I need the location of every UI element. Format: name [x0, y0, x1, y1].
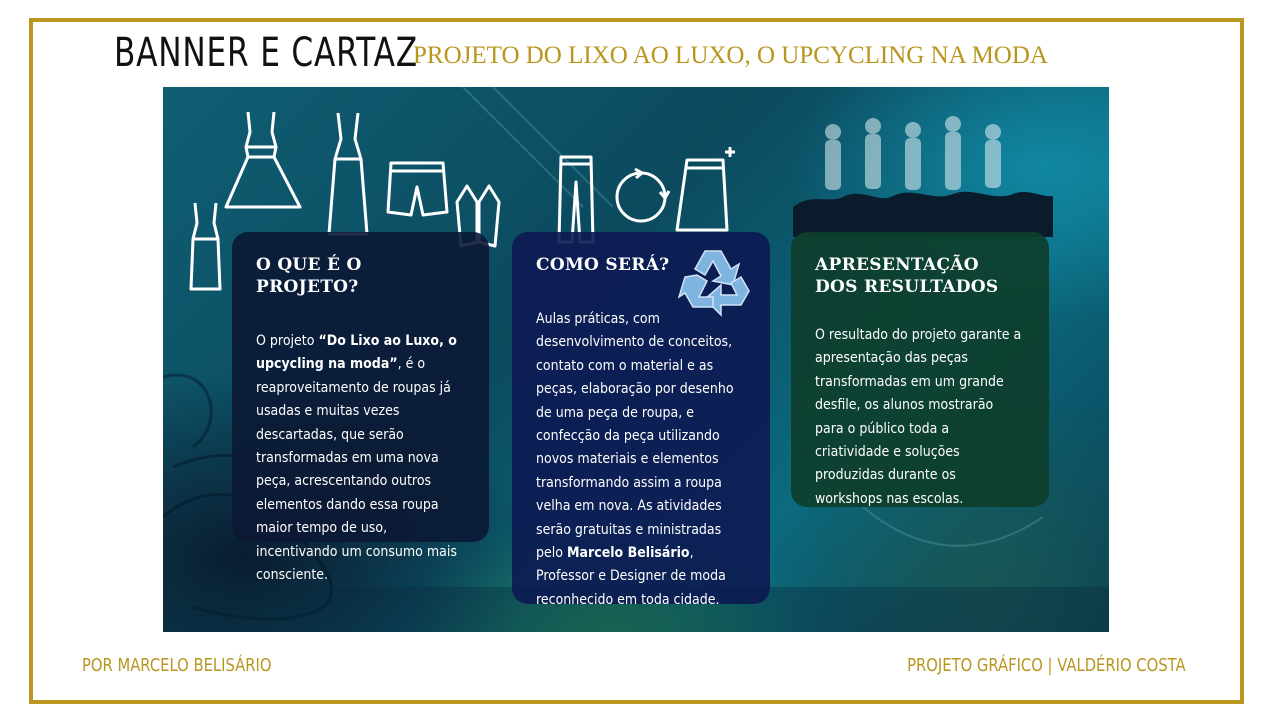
audience-illustration — [793, 112, 1053, 237]
author-credit: POR MARCELO BELISÁRIO — [82, 655, 272, 676]
recycle-icon — [675, 245, 755, 317]
card-text — [536, 308, 746, 612]
skirt-icon — [675, 142, 740, 237]
card-text-part: O projeto — [256, 333, 319, 349]
card-heading: COMO SERÁ? — [536, 255, 670, 275]
card-what-is-project — [232, 232, 489, 584]
card-text-part: , é o reaproveitamento de roupas já usadas e muitas vezes descartadas, que serão transformadas em uma nova peça, acrescentando outros elementos dando essa roupa maior tempo de uso, incentivando um consumo mais consciente. — [256, 356, 457, 584]
design-credit: PROJETO GRÁFICO | VALDÉRIO COSTA — [907, 655, 1186, 676]
gown-icon — [323, 109, 373, 239]
shorts-icon — [385, 157, 450, 222]
card-text — [815, 324, 1025, 511]
card-text-part: O resultado do projeto garante a apresentação das peças transformadas em um grande desfile, os alunos mostrarão para o público toda a criatividade e soluções produzidas durante os workshops nas escolas. — [815, 327, 1022, 507]
cycle-arrows-icon — [611, 167, 671, 227]
tank-dress-icon — [183, 199, 228, 294]
banner-image — [163, 87, 1109, 632]
card-text-part: Aulas práticas, com desenvolvimento de conceitos, contato com o material e as peças, elaboração por desenho de uma peça de roupa, e confecção da peça utilizando novos materiais e elementos transformando assim a roupa velha em nova. As atividades serão gratuitas e ministradas pelo — [536, 311, 734, 562]
card-text-bold: Marcelo Belisário — [566, 545, 690, 562]
dress-icon — [218, 107, 308, 217]
page-subtitle: PROJETO DO LIXO AO LUXO, O UPCYCLING NA MODA — [413, 42, 1048, 69]
card-text-bold: “Do Lixo ao Luxo, o upcycling na moda” — [256, 333, 457, 373]
card-text-part: , Professor e Designer de moda reconhecido em toda cidade. — [536, 545, 726, 608]
card-results — [791, 232, 1049, 507]
card-heading: APRESENTAÇÃO DOS RESULTADOS — [815, 255, 999, 297]
card-text — [256, 330, 465, 587]
page-title: BANNER E CARTAZ — [114, 30, 418, 76]
card-heading: O QUE É O PROJETO? — [256, 255, 362, 297]
